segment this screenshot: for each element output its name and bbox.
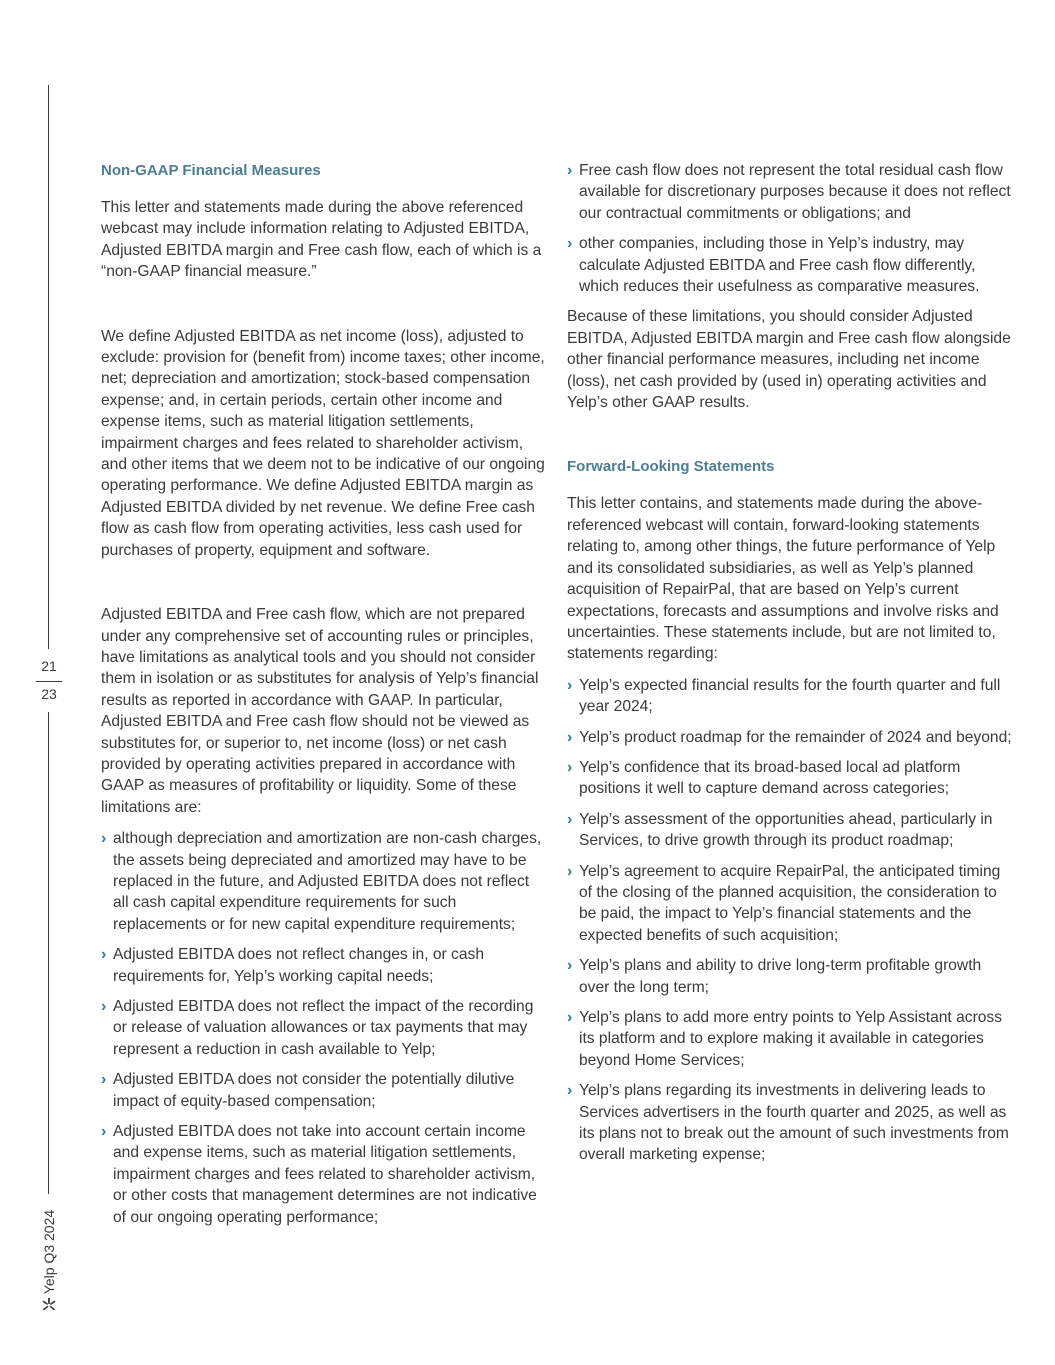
list-item xyxy=(567,675,1015,718)
paragraph: This letter and statements made during the above referenced webcast may include information relating to Adjusted EBITDA, Adjusted EBITDA margin and Free cash flow, each of which is a “non-GAAP financial measure.” xyxy=(101,199,542,281)
list-item xyxy=(567,955,1015,998)
list-item xyxy=(101,996,547,1060)
chevron-right-icon: › xyxy=(567,235,573,253)
list-item-text: Yelp’s plans to add more entry points to Yelp Assistant across its platform and to explore making it available in categories beyond Home Services; xyxy=(579,1009,1003,1069)
list-item xyxy=(101,1121,547,1228)
list-item-text: Adjusted EBITDA does not take into account certain income and expense items, such as material litigation settlements, impairment charges and fees related to shareholder activism, or other costs that management determines are not indicative of our ongoing operating performance; xyxy=(113,1123,537,1226)
chevron-right-icon: › xyxy=(567,810,573,828)
list-item xyxy=(101,1069,547,1112)
limitations-list-continued xyxy=(567,160,1015,297)
chevron-right-icon: › xyxy=(567,162,573,179)
list-item-text: other companies, including those in Yelp’s industry, may calculate Adjusted EBITDA and Free cash flow differently, which reduces their usefulness as comparative measures. xyxy=(579,235,980,296)
forward-looking-list xyxy=(567,675,1015,1166)
sidebar-rule-top xyxy=(48,85,49,649)
list-item-text: Yelp’s assessment of the opportunities ahead, particularly in Services, to drive growth through its product roadmap; xyxy=(579,810,993,850)
list-item xyxy=(567,160,1015,224)
limitations-list xyxy=(101,828,547,1228)
page-number-current: 21 xyxy=(41,658,57,674)
list-item-text: Yelp’s confidence that its broad-based local ad platform positions it well to capture demand across categories; xyxy=(579,758,961,798)
chevron-right-icon: › xyxy=(567,758,573,776)
list-item-text: Free cash flow does not represent the total residual cash flow available for discretionary purposes because it does not reflect our contractual commitments or obligations; and xyxy=(579,162,1011,222)
list-item xyxy=(567,1007,1015,1071)
page-number-total: 23 xyxy=(41,686,57,702)
chevron-right-icon: › xyxy=(101,946,107,964)
chevron-right-icon: › xyxy=(101,1071,107,1089)
chevron-right-icon: › xyxy=(567,728,573,746)
list-item-text: Adjusted EBITDA does not reflect changes in, or cash requirements for, Yelp’s working capital needs; xyxy=(113,946,484,985)
chevron-right-icon: › xyxy=(567,957,573,975)
list-item xyxy=(567,727,1015,748)
section-heading-forward-looking: Forward-Looking Statements xyxy=(567,458,775,476)
list-item xyxy=(567,757,1015,800)
brand-label: Yelp Q3 2024 xyxy=(41,1209,57,1295)
paragraph: Because of these limitations, you should consider Adjusted EBITDA, Adjusted EBITDA margin and Free cash flow alongside other financial performance measures, including net income (loss), net cash provided by (used in) operating activities and Yelp’s other GAAP results. xyxy=(567,308,1011,412)
chevron-right-icon: › xyxy=(567,676,573,694)
list-item xyxy=(567,1080,1015,1166)
chevron-right-icon: › xyxy=(101,1123,107,1141)
list-item-text: Adjusted EBITDA does not consider the potentially dilutive impact of equity-based compensation; xyxy=(113,1071,515,1110)
list-item xyxy=(567,861,1015,947)
list-item-text: Yelp’s plans and ability to drive long-term profitable growth over the long term; xyxy=(579,957,982,996)
list-item xyxy=(567,809,1015,852)
list-item-text: although depreciation and amortization are non-cash charges, the assets being depreciated and amortized may have to be replaced in the future, and Adjusted EBITDA does not reflect all cash capital expenditure requirements for such replacements or for new capital expenditure requirements; xyxy=(113,830,542,933)
paragraph: We define Adjusted EBITDA as net income (loss), adjusted to exclude: provision for (benefit from) income taxes; other income, net; depreciation and amortization; stock-based compensation expense; and, in certain periods, certain other income and expense items, such as material litigation settlements, impairment charges and fees related to shareholder activism, and other items that we deem not to be indicative of our ongoing operating performance. We define Adjusted EBITDA margin as Adjusted EBITDA divided by net revenue. We define Free cash flow as cash flow from operating activities, less cash used for purchases of property, equipment and software. xyxy=(101,327,545,559)
list-item xyxy=(101,944,547,987)
list-item xyxy=(101,828,547,935)
chevron-right-icon: › xyxy=(567,862,573,880)
list-item-text: Yelp’s expected financial results for the fourth quarter and full year 2024; xyxy=(579,676,1001,716)
list-item xyxy=(567,233,1015,297)
right-column xyxy=(567,160,1015,1175)
chevron-right-icon: › xyxy=(567,1009,573,1026)
list-item-text: Yelp’s plans regarding its investments in delivering leads to Services advertisers in the fourth quarter and 2025, as well as its plans not to break out the amount of such investments from overall marketing expense; xyxy=(579,1082,1009,1164)
chevron-right-icon: › xyxy=(567,1082,573,1100)
list-item-text: Yelp’s agreement to acquire RepairPal, the anticipated timing of the closing of the planned acquisition, the consideration to be paid, the impact to Yelp’s financial statements and the expected benefits of such acquisition; xyxy=(579,862,1001,944)
section-heading-non-gaap: Non-GAAP Financial Measures xyxy=(101,162,321,179)
paragraph: Adjusted EBITDA and Free cash flow, which are not prepared under any comprehensive set of accounting rules or principles, have limitations as analytical tools and you should not consider them in isolation or as substitutes for analysis of Yelp’s financial results as reported in accordance with GAAP. In particular, Adjusted EBITDA and Free cash flow should not be viewed as substitutes for, or superior to, net income (loss) or net cash provided by operating activities prepared in accordance with GAAP as measures of profitability or liquidity. Some of these limitations are: xyxy=(101,606,539,816)
left-column xyxy=(101,160,547,1237)
paragraph: This letter contains, and statements made during the above-referenced webcast will contain, forward-looking statements relating to, among other things, the future performance of Yelp and its consolidated subsidiaries, as well as Yelp’s planned acquisition of RepairPal, that are based on Yelp’s current expectations, forecasts and assumptions and involve risks and uncertainties. These statements include, but are not limited to, statements regarding: xyxy=(567,495,999,663)
list-item-text: Yelp’s product roadmap for the remainder of 2024 and beyond; xyxy=(579,728,1012,746)
chevron-right-icon: › xyxy=(101,830,107,848)
page-number-divider xyxy=(36,681,62,682)
yelp-burst-icon xyxy=(41,1297,57,1313)
sidebar-rule-bottom xyxy=(48,712,49,1194)
list-item-text: Adjusted EBITDA does not reflect the impact of the recording or release of valuation allowances or tax payments that may represent a reduction in cash available to Yelp; xyxy=(113,998,534,1058)
chevron-right-icon: › xyxy=(101,998,107,1015)
